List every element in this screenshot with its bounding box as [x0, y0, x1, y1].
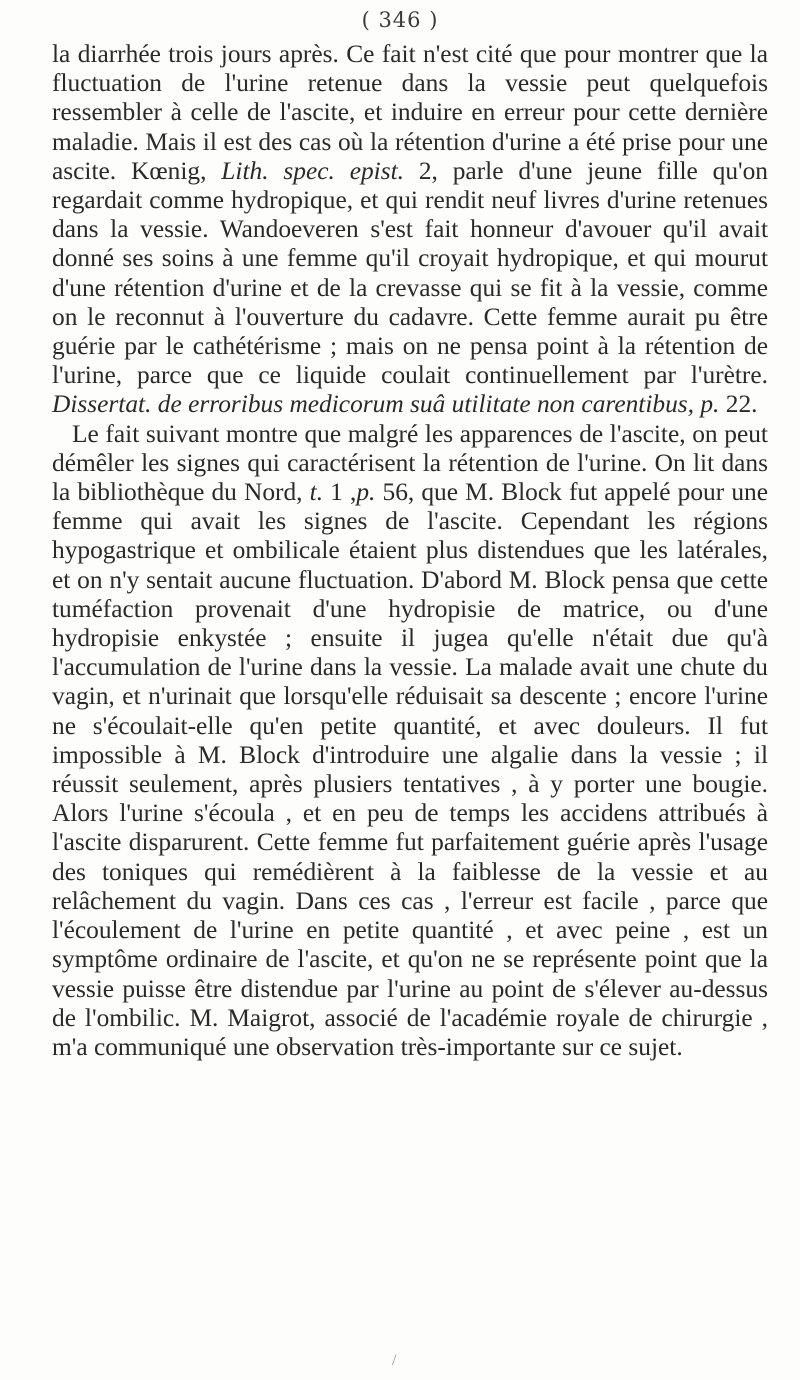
footer-mark: / — [392, 1352, 397, 1369]
p1-citation-2: Dissertat. de erroribus medicorum suâ utilitate non carentibus, p. — [52, 390, 720, 419]
p2-text-3: 56, que M. Block fut appelé pour une femme qui avait les signes de l'ascite. Cependant les régions hypogastrique et ombilicale étaient plus distendues que les latérales, et on n'y sentait aucune fluctuation. D'abord M. Block pensa que cette tuméfaction provenait d'une hydropisie de matrice, ou d'une hydropisie enkystée ; ensuite il jugea qu'elle n'était due qu'à l'accumulation de l'urine dans la vessie. La malade avait une chute du vagin, et n'urinait que lorsqu'elle réduisait sa descente ; encore l'urine ne s'écoulait-elle qu'en petite quantité, et avec douleurs. Il fut impossible à M. Block d'introduire une algalie dans la vessie ; il réussit seulement, après plusiers tentatives , à y porter une bougie. Alors l'urine s'écoula , et en peu de temps les accidens attribués à l'ascite disparurent. Cette femme fut parfaitement guérie après l'usage des toniques qui remédièrent à la faiblesse de la vessie et au relâchement du vagin. Dans ces cas , l'erreur est facile , parce que l'écoulement de l'urine en petite quantité , et avec peine , est un symptôme ordinaire de l'ascite, et qu'on ne se représente point que la vessie puisse être distendue par l'urine au point de s'élever au-dessus de l'ombilic. M. Maigrot, associé de l'académie royale de chirurgie , m'a communiqué une observation très-importante sur ce sujet. — [52, 478, 768, 1061]
p1-text-1: la diarrhée trois jours après. Ce fait n'est cité que pour montrer que la fluctuation de l'urine retenue dans la vessie peut quelquefois ressembler à celle de l'ascite, et induire en erreur pour cette dernière maladie. Mais il est des cas où la rétention d'urine a été prise pour une ascite. Kœnig, — [52, 40, 768, 185]
paragraph-2 — [52, 420, 768, 1062]
p2-citation-1: t. — [309, 478, 324, 507]
body-text — [52, 40, 768, 1062]
paragraph-1 — [52, 40, 768, 420]
p2-text-1: Le fait suivant montre que malgré les apparences de l'ascite, on peut démêler les signes qui caractérisent la rétention de l'urine. On lit dans la bibliothèque du Nord, — [52, 419, 768, 507]
p1-text-2: 2, parle d'une jeune fille qu'on regardait comme hydropique, et qui rendit neuf livres d'urine retenues dans la vessie. Wandoeveren s'est fait honneur d'avouer qu'il avait donné ses soins à une femme qu'il croyait hydropique, et qui mourut d'une rétention d'urine et de la crevasse qui se fit à la vessie, comme on le reconnut à l'ouverture du cadavre. Cette femme aurait pu être guérie par le cathétérisme ; mais on ne pensa point à la rétention de l'urine, parce que ce liquide coulait continuellement par l'urètre. — [52, 156, 768, 390]
page-number: ( 346 ) — [361, 8, 439, 32]
p1-citation-1: Lith. spec. epist. — [221, 156, 405, 185]
p2-text-2: 1 , — [323, 478, 357, 507]
p1-text-3: 22. — [719, 390, 758, 419]
p2-citation-2: p. — [356, 478, 376, 507]
